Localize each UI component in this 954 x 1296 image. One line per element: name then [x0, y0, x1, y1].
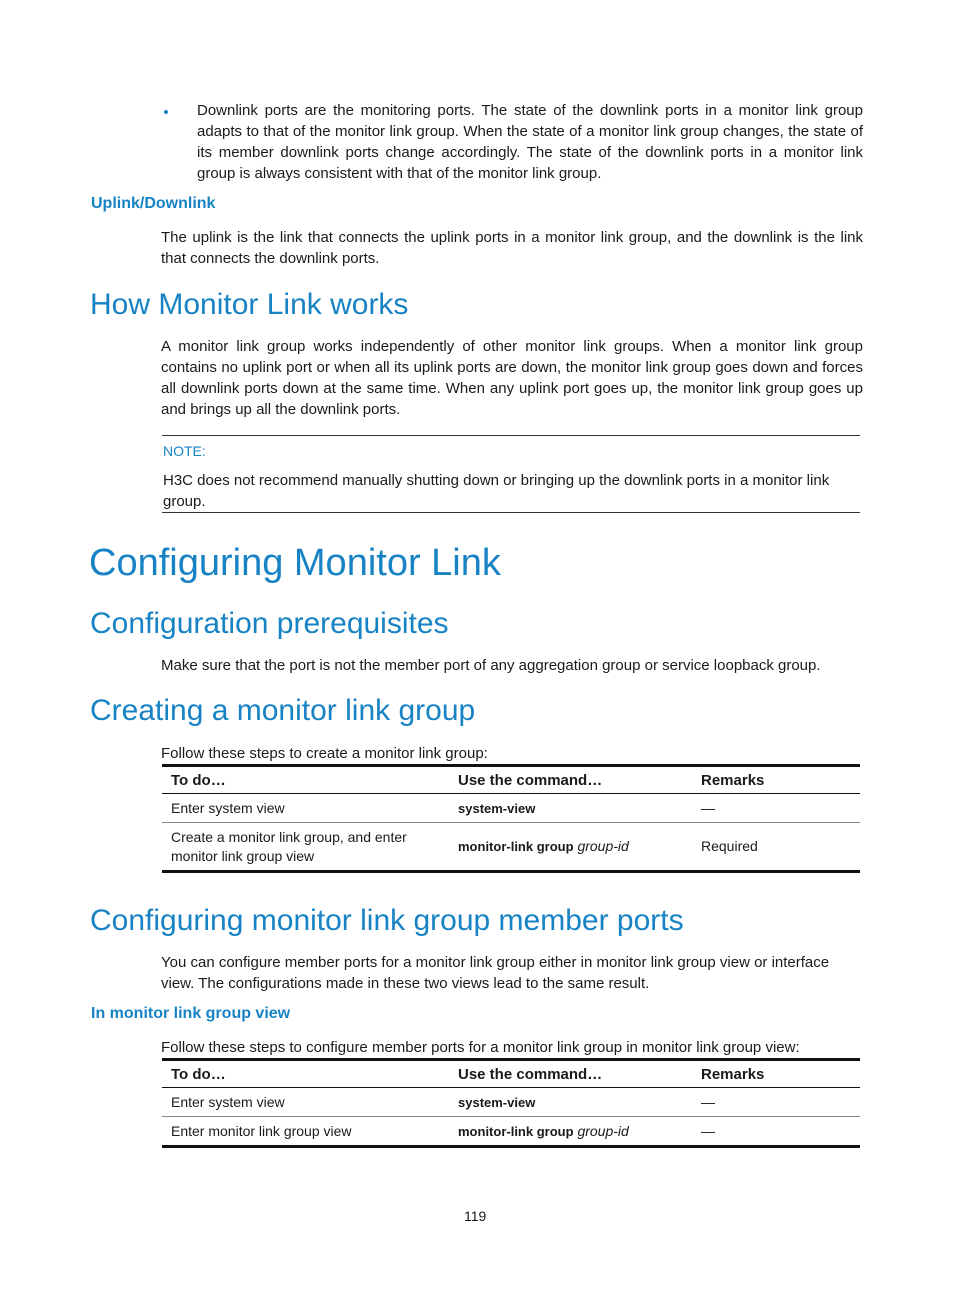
- cell-todo: Enter system view: [162, 1088, 449, 1117]
- chapter-title: Configuring Monitor Link: [89, 542, 501, 584]
- uplink-downlink-text: The uplink is the link that connects the uplink ports in a monitor link group, and the downlink is the link that connects the downlink ports.: [161, 229, 863, 267]
- monitor-view-subheading: In monitor link group view: [91, 1005, 291, 1022]
- col-header-todo: To do…: [162, 1060, 449, 1088]
- cell-todo: Create a monitor link group, and enter monitor link group view: [162, 823, 449, 872]
- note-text: H3C does not recommend manually shutting down or bringing up the downlink ports in a monitor link group.: [163, 472, 830, 510]
- cell-command: [449, 823, 692, 872]
- prereq-heading: Configuration prerequisites: [90, 607, 449, 640]
- table-row: [162, 794, 860, 823]
- table-row: [162, 823, 860, 872]
- cell-todo: Enter system view: [162, 794, 449, 823]
- how-works-heading: How Monitor Link works: [90, 288, 409, 321]
- cell-remarks: —: [692, 1117, 860, 1147]
- bullet-paragraph: Downlink ports are the monitoring ports. The state of the downlink ports in a monitor link group adapts to that of the monitor link group. When the state of a monitor link group changes, the state of its member downlink ports change accordingly. The state of the downlink ports in a monitor link group is always consistent with that of the monitor link group.: [197, 102, 863, 182]
- cell-command: [449, 794, 692, 823]
- how-works-text: A monitor link group works independently of other monitor link groups. When a monitor link group contains no uplink port or when all its uplink ports are down, the monitor link group goes down and forces all downlink ports down at the same time. When any uplink port goes up, the monitor link group goes up and brings up all the downlink ports.: [161, 338, 863, 418]
- cell-remarks: —: [692, 794, 860, 823]
- cell-todo: Enter monitor link group view: [162, 1117, 449, 1147]
- table-row: [162, 1117, 860, 1147]
- member-ports-intro: Follow these steps to configure member ports for a monitor link group in monitor link group view:: [161, 1039, 800, 1056]
- col-header-todo: To do…: [162, 766, 449, 794]
- cell-command: [449, 1088, 692, 1117]
- command-argument: group-id: [577, 1122, 629, 1139]
- command-keyword: system-view: [458, 800, 536, 816]
- uplink-downlink-heading: Uplink/Downlink: [91, 195, 216, 212]
- command-argument: group-id: [577, 838, 629, 854]
- col-header-remarks: Remarks: [692, 766, 860, 794]
- col-header-command: Use the command…: [449, 1060, 692, 1088]
- note-bottom-rule: [162, 512, 860, 513]
- note-label: NOTE:: [163, 443, 206, 459]
- member-ports-text: You can configure member ports for a monitor link group either in monitor link group view or interface view. The configurations made in these two views lead to the same result.: [161, 954, 830, 992]
- member-ports-heading: Configuring monitor link group member ports: [90, 904, 684, 937]
- member-ports-table: [162, 1058, 860, 1148]
- command-keyword: monitor-link group: [458, 839, 574, 854]
- create-group-heading: Creating a monitor link group: [90, 694, 476, 727]
- cell-command: [449, 1117, 692, 1147]
- col-header-remarks: Remarks: [692, 1060, 860, 1088]
- cell-remarks: —: [692, 1088, 860, 1117]
- note-top-rule: [162, 435, 860, 436]
- create-group-intro: Follow these steps to create a monitor link group:: [161, 745, 488, 762]
- cell-remarks: Required: [692, 823, 860, 872]
- page-number: 119: [464, 1208, 487, 1224]
- prereq-text: Make sure that the port is not the member port of any aggregation group or service loopback group.: [161, 657, 821, 674]
- create-group-table: [162, 764, 860, 873]
- command-keyword: system-view: [458, 1094, 536, 1110]
- table-row: [162, 1088, 860, 1117]
- command-keyword: monitor-link group: [458, 1123, 574, 1139]
- bullet-dot: [164, 110, 168, 114]
- col-header-command: Use the command…: [449, 766, 692, 794]
